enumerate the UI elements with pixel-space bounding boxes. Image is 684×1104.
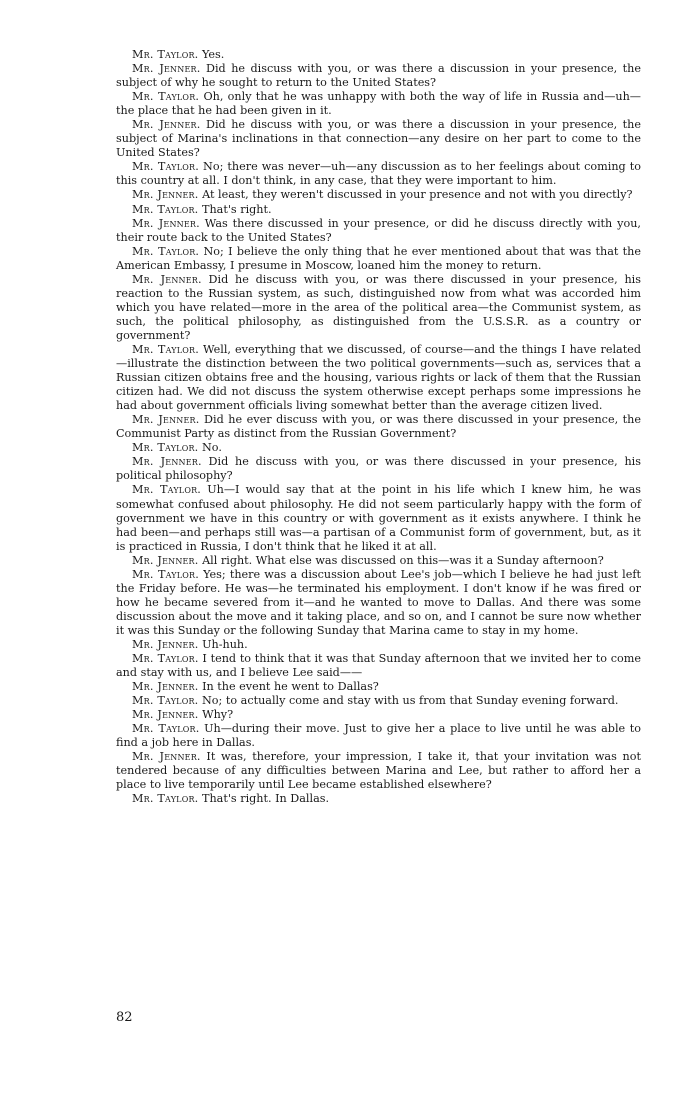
speaker-label: Mr. Taylor.: [132, 567, 200, 581]
paragraph: [116, 90, 641, 118]
speaker-label: Mr. Taylor.: [132, 342, 199, 356]
speaker-label: Mr. Jenner.: [132, 62, 201, 76]
speaker-label: Mr. Taylor.: [132, 694, 199, 708]
paragraph-text: Was there discussed in your presence, or did he discuss directly with you, their route back to the United States?: [116, 216, 641, 244]
paragraph-text: Did he ever discuss with you, or was there discussed in your presence, the Communist Party as distinct from the Russian Government?: [116, 413, 641, 441]
paragraph: [116, 343, 641, 413]
paragraph: [116, 483, 641, 553]
paragraph-text: All right. What else was discussed on this—was it a Sunday afternoon?: [198, 553, 604, 567]
paragraph-text: At least, they weren't discussed in your presence and not with you directly?: [198, 188, 633, 202]
paragraph: [116, 62, 641, 90]
paragraph: [116, 638, 641, 652]
paragraph: [116, 455, 641, 483]
paragraph-text: Oh, only that he was unhappy with both the way of life in Russia and—uh—the place that he had been given in it.: [116, 90, 641, 118]
speaker-label: Mr. Jenner.: [132, 680, 199, 694]
speaker-label: Mr. Taylor.: [132, 244, 200, 258]
speaker-label: Mr. Jenner.: [132, 413, 200, 427]
speaker-label: Mr. Taylor.: [132, 202, 199, 216]
paragraph-text: It was, therefore, your impression, I take it, that your invitation was not tendered because of any difficulties between Marina and Lee, but rather to afford her a place to live temporarily until Lee became established elsewhere?: [116, 750, 641, 792]
speaker-label: Mr. Taylor.: [132, 722, 200, 736]
speaker-label: Mr. Taylor.: [132, 441, 199, 455]
paragraph: [116, 554, 641, 568]
paragraph: [116, 792, 641, 806]
speaker-label: Mr. Jenner.: [132, 637, 199, 651]
speaker-label: Mr. Jenner.: [132, 708, 199, 722]
speaker-label: Mr. Taylor.: [132, 652, 199, 666]
speaker-label: Mr. Taylor.: [132, 90, 200, 104]
paragraph-text: Uh—during their move. Just to give her a place to live until he was able to find a job here in Dallas.: [116, 722, 641, 750]
speaker-label: Mr. Jenner.: [132, 216, 200, 230]
paragraph: [116, 441, 641, 455]
speaker-label: Mr. Jenner.: [132, 118, 201, 132]
paragraph-text: Did he discuss with you, or was there discussed in your presence, his reaction to the Russian system, as such, distinguished now from what was accorded him which you have related—more in the area of the political area—the Communist system, as such, the political philosophy, as distinguished from the U.S.S.R. as a country or government?: [116, 272, 641, 342]
paragraph-text: Yes.: [198, 48, 225, 61]
paragraph: [116, 652, 641, 680]
paragraph: [116, 568, 641, 638]
paragraph-text: Did he discuss with you, or was there discussed in your presence, his political philosophy?: [116, 455, 641, 483]
testimony-text: [116, 48, 641, 807]
paragraph: [116, 694, 641, 708]
paragraph: [116, 217, 641, 245]
paragraph-text: Uh-huh.: [198, 637, 248, 651]
paragraph-text: No; I believe the only thing that he ever mentioned about that was that the American Embassy, I presume in Moscow, loaned him the money to return.: [116, 244, 641, 272]
speaker-label: Mr. Jenner.: [132, 553, 199, 567]
paragraph: [116, 722, 641, 750]
page-number: 82: [116, 1010, 133, 1025]
paragraph: [116, 48, 641, 62]
paragraph: [116, 118, 641, 160]
speaker-label: Mr. Jenner.: [132, 272, 202, 286]
paragraph-text: Yes; there was a discussion about Lee's job—which I believe he had just left the Friday before. He was—he terminated his employment. I don't know if he was fired or how he became severed from it—and he wanted to move to Dallas. And there was some discussion about the move and it taking place, and so on, and I cannot be sure now whether it was this Sunday or the following Sunday that Marina came to stay in my home.: [116, 567, 641, 637]
paragraph: [116, 245, 641, 273]
paragraph-text: No; there was never—uh—any discussion as to her feelings about coming to this country at all. I don't think, in any case, that they were important to him.: [116, 160, 641, 188]
speaker-label: Mr. Taylor.: [132, 160, 199, 174]
paragraph: [116, 273, 641, 343]
paragraph-text: I tend to think that it was that Sunday afternoon that we invited her to come and stay with us, and I believe Lee said——: [116, 652, 641, 680]
paragraph: [116, 750, 641, 792]
speaker-label: Mr. Taylor.: [132, 483, 202, 497]
paragraph: [116, 680, 641, 694]
paragraph-text: No; to actually come and stay with us from that Sunday evening forward.: [198, 694, 619, 708]
paragraph-text: No.: [198, 441, 222, 455]
paragraph-text: Did he discuss with you, or was there a discussion in your presence, the subject of why he sought to return to the United States?: [116, 62, 641, 90]
speaker-label: Mr. Jenner.: [132, 455, 202, 469]
paragraph: [116, 413, 641, 441]
paragraph: [116, 708, 641, 722]
speaker-label: Mr. Taylor.: [132, 48, 199, 61]
speaker-label: Mr. Taylor.: [132, 792, 199, 806]
speaker-label: Mr. Jenner.: [132, 750, 201, 764]
paragraph: [116, 188, 641, 202]
paragraph-text: Did he discuss with you, or was there a discussion in your presence, the subject of Marina's inclinations in that connection—any desire on her part to come to the United States?: [116, 118, 641, 160]
paragraph-text: Uh—I would say that at the point in his life which I knew him, he was somewhat confused about philosophy. He did not seem particularly happy with the form of government we have in this country or with government as it exists anywhere. I think he had been—and perhaps still was—a partisan of a Communist form of government, but, as it is practiced in Russia, I don't think that he liked it at all.: [116, 483, 641, 553]
speaker-label: Mr. Jenner.: [132, 188, 199, 202]
paragraph-text: That's right. In Dallas.: [198, 792, 330, 806]
paragraph-text: Why?: [198, 708, 234, 722]
paragraph: [116, 160, 641, 188]
paragraph-text: That's right.: [198, 202, 272, 216]
paragraph-text: Well, everything that we discussed, of course—and the things I have related—illustrate the distinction between the two political governments—such as, services that a Russian citizen obtains free and the housing, various rights or lack of them that the Russian citizen had. We did not discuss the system otherwise except perhaps some impressions he had about government officials living somewhat better than the average citizen lived.: [116, 342, 641, 413]
paragraph: [116, 203, 641, 217]
paragraph-text: In the event he went to Dallas?: [198, 680, 379, 694]
